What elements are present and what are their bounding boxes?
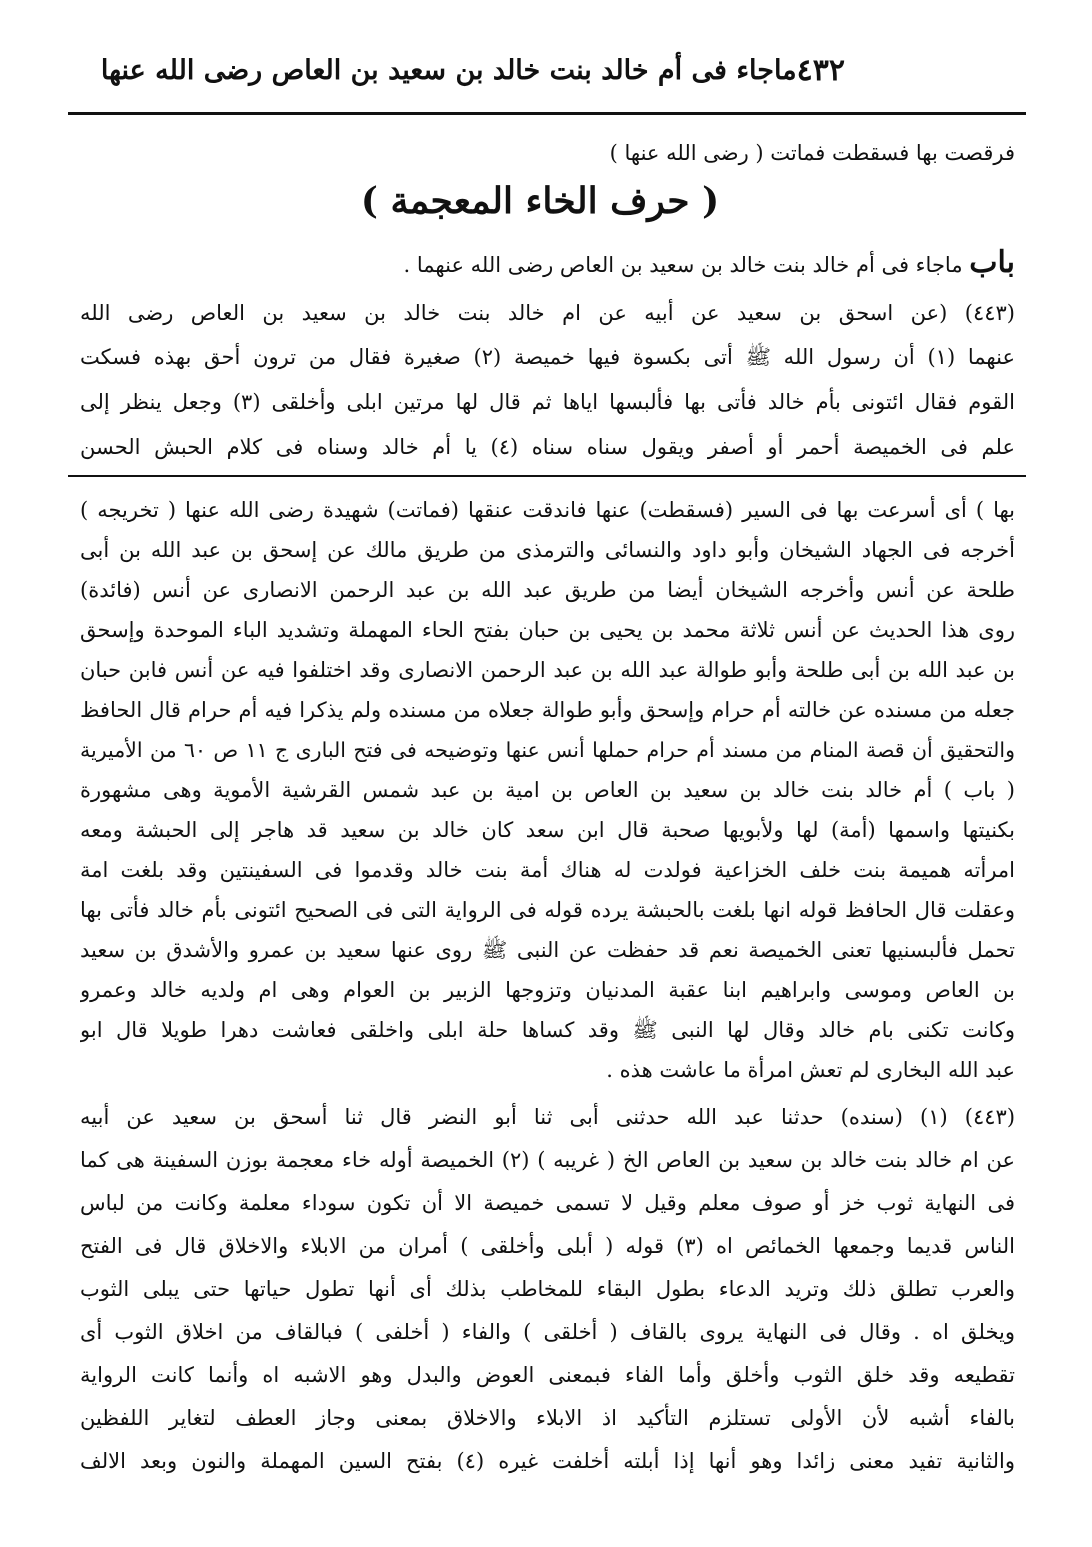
footnote-line: عن ام خالد بنت خالد بن سعيد بن العاص الخ ( غريبه ) (٢) الخميصة أوله خاء معجمة بوزن السفينة هى كما [80, 1148, 1015, 1172]
chapter-title: ماجاء فى أم خالد بنت خالد بن سعيد بن العاص رضى الله عنهما . [403, 253, 963, 277]
footnote-line: والثانية تفيد معنى زائدا وهو أنها إذا أبلته أخلفت غيره (٤) بفتح السين المهملة والنون وبعد الالف [80, 1449, 1015, 1473]
footnote-line: تقطيعه وقد خلق الثوب وأخلق وأما الفاء فبمعنى العوض والبدل وهو الاشبه اه وأنما كانت الرواية [80, 1363, 1015, 1387]
footnote-line: بكنيتها واسمها (أمة) لها ولأبويها صحبة قال ابن سعد كان خالد بن سعيد قد هاجر إلى الحبشة ومعه [80, 818, 1015, 842]
running-title: ماجاء فى أم خالد بنت خالد بن سعيد بن العاص رضى الله عنها [100, 54, 797, 86]
continuation-line: فرقصت بها فسقطت فماتت ( رضى الله عنها ) [609, 141, 1015, 165]
hadith-line: عنهما (١) أن رسول الله ﷺ أتى بكسوة فيها خميصة (٢) صغيرة فقال من ترون أحق بهذه فسكت [80, 345, 1015, 369]
hadith-line: (٤٤٣) (عن اسحق بن سعيد عن أبيه عن ام خالد بنت خالد بن سعيد بن العاص رضى الله [80, 301, 1015, 325]
footnote-line: عبد الله البخارى لم تعش امرأة ما عاشت هذه . [606, 1058, 1015, 1082]
footnote-line: فى النهاية ثوب خز أو صوف معلم وقيل لا تسمى خميصة الا أن تكون سوداء معلمة وكانت من لباس [80, 1191, 1015, 1215]
footnote-line: بن عبد الله بن أبى طلحة وأبو طوالة عبد الله بن عبد الرحمن الانصارى وقد اختلفوا فيه عن أنس فابن حبان [80, 658, 1015, 682]
footnote-line: بالفاء أشبه لأن الأولى تستلزم التأكيد اذ الابلاء والاخلاق بمعنى وجاز العطف لتغاير اللفظين [80, 1406, 1015, 1430]
page-header [100, 45, 845, 95]
section-heading: ( حرف الخاء المعجمة ) [360, 180, 720, 222]
hadith-line: القوم فقال ائتونى بأم خالد فأتى بها فألبسها اياها ثم قال لها مرتين ابلى وأخلقى (٣) وجعل ينظر إلى [80, 390, 1015, 414]
footnote-line: والعرب تطلق ذلك وتريد الدعاء بطول البقاء للمخاطب بذلك أى أنها تطول حياتها حتى يبلى الثوب [80, 1277, 1015, 1301]
footnote-line: والتحقيق أن قصة المنام من مسند أم حرام حملها أنس عنها وتوضيحه فى فتح البارى ج ١١ ص ٦٠ من الأميرية [80, 738, 1015, 762]
footnote-line: جعله من مسنده عن خالته أم حرام وإسحق وأبو طوالة جعلاه من مسنده ولم يذكرا فيه أم حرام قال الحافظ [80, 698, 1015, 722]
hadith-line: علم فى الخميصة أحمر أو أصفر ويقول سناه سناه (٤) يا أم خالد وسناه فى كلام الحبش الحسن [80, 435, 1015, 459]
footnote-line: تحمل فألبسنيها تعنى الخميصة نعم قد حفظت عن النبى ﷺ روى عنها سعيد بن عمرو والأشدق بن سعيد [80, 938, 1015, 962]
footnote-line: ويخلق اه . وقال فى النهاية يروى بالقاف ( أخلقى ) والفاء ( أخلفى ) فبالقاف من اخلاق الثوب أى [80, 1320, 1015, 1344]
footnote-line: وعقلت قال الحافظ قوله انها بلغت بالحبشة يرده قوله فى الرواية التى فى الصحيح ائتونى بأم خالد فأتى بها [80, 898, 1015, 922]
footnote-separator [68, 475, 1026, 477]
footnote-line: ( باب ) أم خالد بنت خالد بن سعيد بن العاص بن امية بن عبد شمس القرشية الأموية وهى مشهورة [80, 778, 1015, 802]
footnote-line: امرأته هميمة بنت خلف الخزاعية فولدت له هناك أمة بنت خالد وقدموا فى السفينتين وقد بلغت امة [80, 858, 1015, 882]
footnote-line: وكانت تكنى بام خالد وقال لها النبى ﷺ وقد كساها حلة ابلى واخلقى فعاشت دهرا طويلا قال ابو [80, 1018, 1015, 1042]
header-rule [68, 112, 1026, 115]
footnote-line: روى هذا الحديث عن أنس ثلاثة محمد بن يحيى بن حبان بفتح الحاء المهملة وتشديد الباء الموحدة وإسحق [80, 618, 1015, 642]
footnote-line: (٤٤٣) (١) (سنده) حدثنا عبد الله حدثنى أبى ثنا أبو النضر قال ثنا أسحق بن سعيد عن أبيه [80, 1105, 1015, 1129]
footnote-line: بن العاص وموسى وابراهيم ابنا عقبة المدنيان وتزوجها الزبير بن العوام وهى ام ولديه خالد وعمرو [80, 978, 1015, 1002]
page-number: ٤٣٢ [796, 52, 845, 88]
footnote-line: أخرجه فى الجهاد الشيخان وأبو داود والنسائى والترمذى من طريق مالك عن إسحق بن عبد الله بن أبى [80, 538, 1015, 562]
footnote-line: بها ) أى أسرعت بها فى السير (فسقطت) عنها فاندقت عنقها (فماتت) شهيدة رضى الله عنها ( تخريجه ) [80, 498, 1015, 522]
footnote-line: طلحة عن أنس وأخرجه الشيخان أيضا من طريق عبد الله بن عبد الرحمن الانصارى عن أنس (فائدة) [80, 578, 1015, 602]
footnote-line: الناس قديما وجمعها الخمائص اه (٣) قوله ( أبلى وأخلقى ) أمران من الابلاء والاخلاق قال فى الفتح [80, 1234, 1015, 1258]
chapter-label: باب [969, 246, 1015, 280]
chapter-heading [80, 246, 1015, 282]
